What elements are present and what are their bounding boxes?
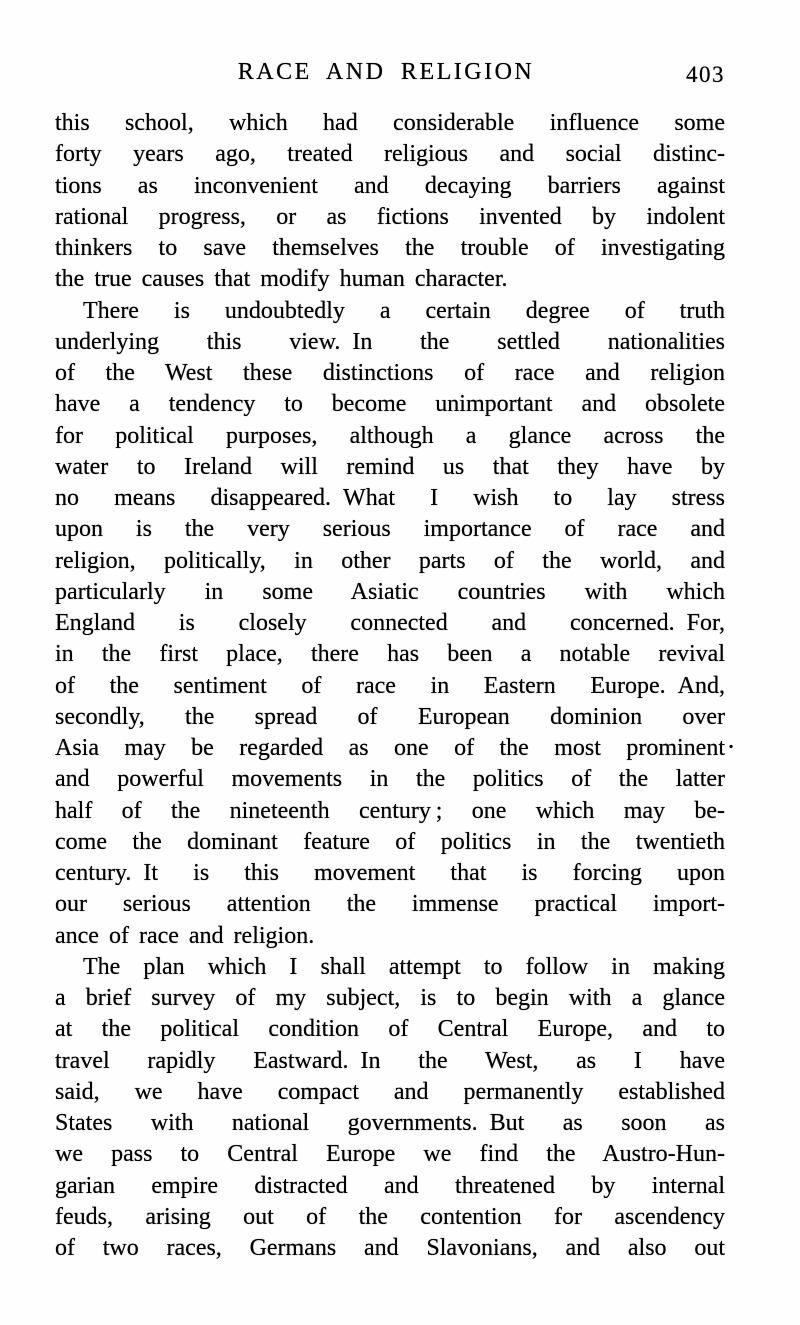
text-line: Asia may be regarded as one of the most prominent: [55, 735, 725, 761]
text-line: upon is the very serious importance of race and: [55, 516, 725, 543]
text-line: feuds, arising out of the contention for ascendency: [55, 1203, 725, 1230]
text-line: have a tendency to become unimportant and obsolete: [55, 391, 725, 418]
text-line: of two races, Germans and Slavonians, and also out: [55, 1235, 725, 1261]
page-number: 403: [686, 62, 725, 87]
page-body: [55, 108, 725, 1264]
text-line: travel rapidly Eastward. In the West, as I have: [55, 1047, 725, 1074]
text-line: of the West these distinctions of race and religion: [55, 360, 725, 386]
text-line: The plan which I shall attempt to follow in making: [83, 953, 725, 980]
text-line: a brief survey of my subject, is to begin with a glance: [55, 985, 725, 1011]
running-head: [55, 57, 725, 89]
text-line: in the first place, there has been a notable revival: [55, 641, 725, 668]
text-line: our serious attention the immense practical import-: [55, 891, 725, 918]
text-line: water to Ireland will remind us that they have by: [55, 453, 725, 480]
text-line: for political purposes, although a glance across the: [55, 422, 725, 449]
text-line: and powerful movements in the politics of the latter: [55, 766, 725, 793]
text-line: secondly, the spread of European dominion over: [55, 703, 725, 730]
text-line: England is closely connected and concerned. For,: [55, 610, 725, 636]
text-line: at the political condition of Central Europe, and to: [55, 1016, 725, 1043]
text-line: we pass to Central Europe we find the Austro-Hun-: [55, 1141, 725, 1168]
text-line: particularly in some Asiatic countries with which: [55, 578, 725, 605]
text-line: garian empire distracted and threatened by internal: [55, 1172, 725, 1199]
text-line: no means disappeared. What I wish to lay stress: [55, 485, 725, 511]
text-line: forty years ago, treated religious and social distinc-: [55, 141, 725, 168]
page-header-title: RACE AND RELIGION: [237, 59, 535, 85]
text-line: thinkers to save themselves the trouble of investigating: [55, 235, 725, 261]
text-line: underlying this view. In the settled nationalities: [55, 328, 725, 355]
text-line: There is undoubtedly a certain degree of truth: [83, 297, 725, 324]
ink-speck-mark: •: [727, 739, 736, 756]
text-line: said, we have compact and permanently established: [55, 1078, 725, 1105]
text-line: religion, politically, in other parts of the world, and: [55, 547, 725, 574]
text-line: tions as inconvenient and decaying barriers against: [55, 172, 725, 199]
text-line: States with national governments. But as soon as: [55, 1110, 725, 1136]
text-line: of the sentiment of race in Eastern Europe. And,: [55, 672, 725, 699]
text-line: come the dominant feature of politics in the twentieth: [55, 828, 725, 855]
text-line: this school, which had considerable influence some: [55, 110, 725, 136]
text-line: century. It is this movement that is forcing upon: [55, 860, 725, 886]
text-line: rational progress, or as fictions invented by indolent: [55, 203, 725, 230]
text-line: half of the nineteenth century ; one which may be-: [55, 797, 725, 824]
text-line: ance of race and religion.: [55, 922, 315, 949]
text-line: the true causes that modify human character.: [55, 266, 508, 293]
